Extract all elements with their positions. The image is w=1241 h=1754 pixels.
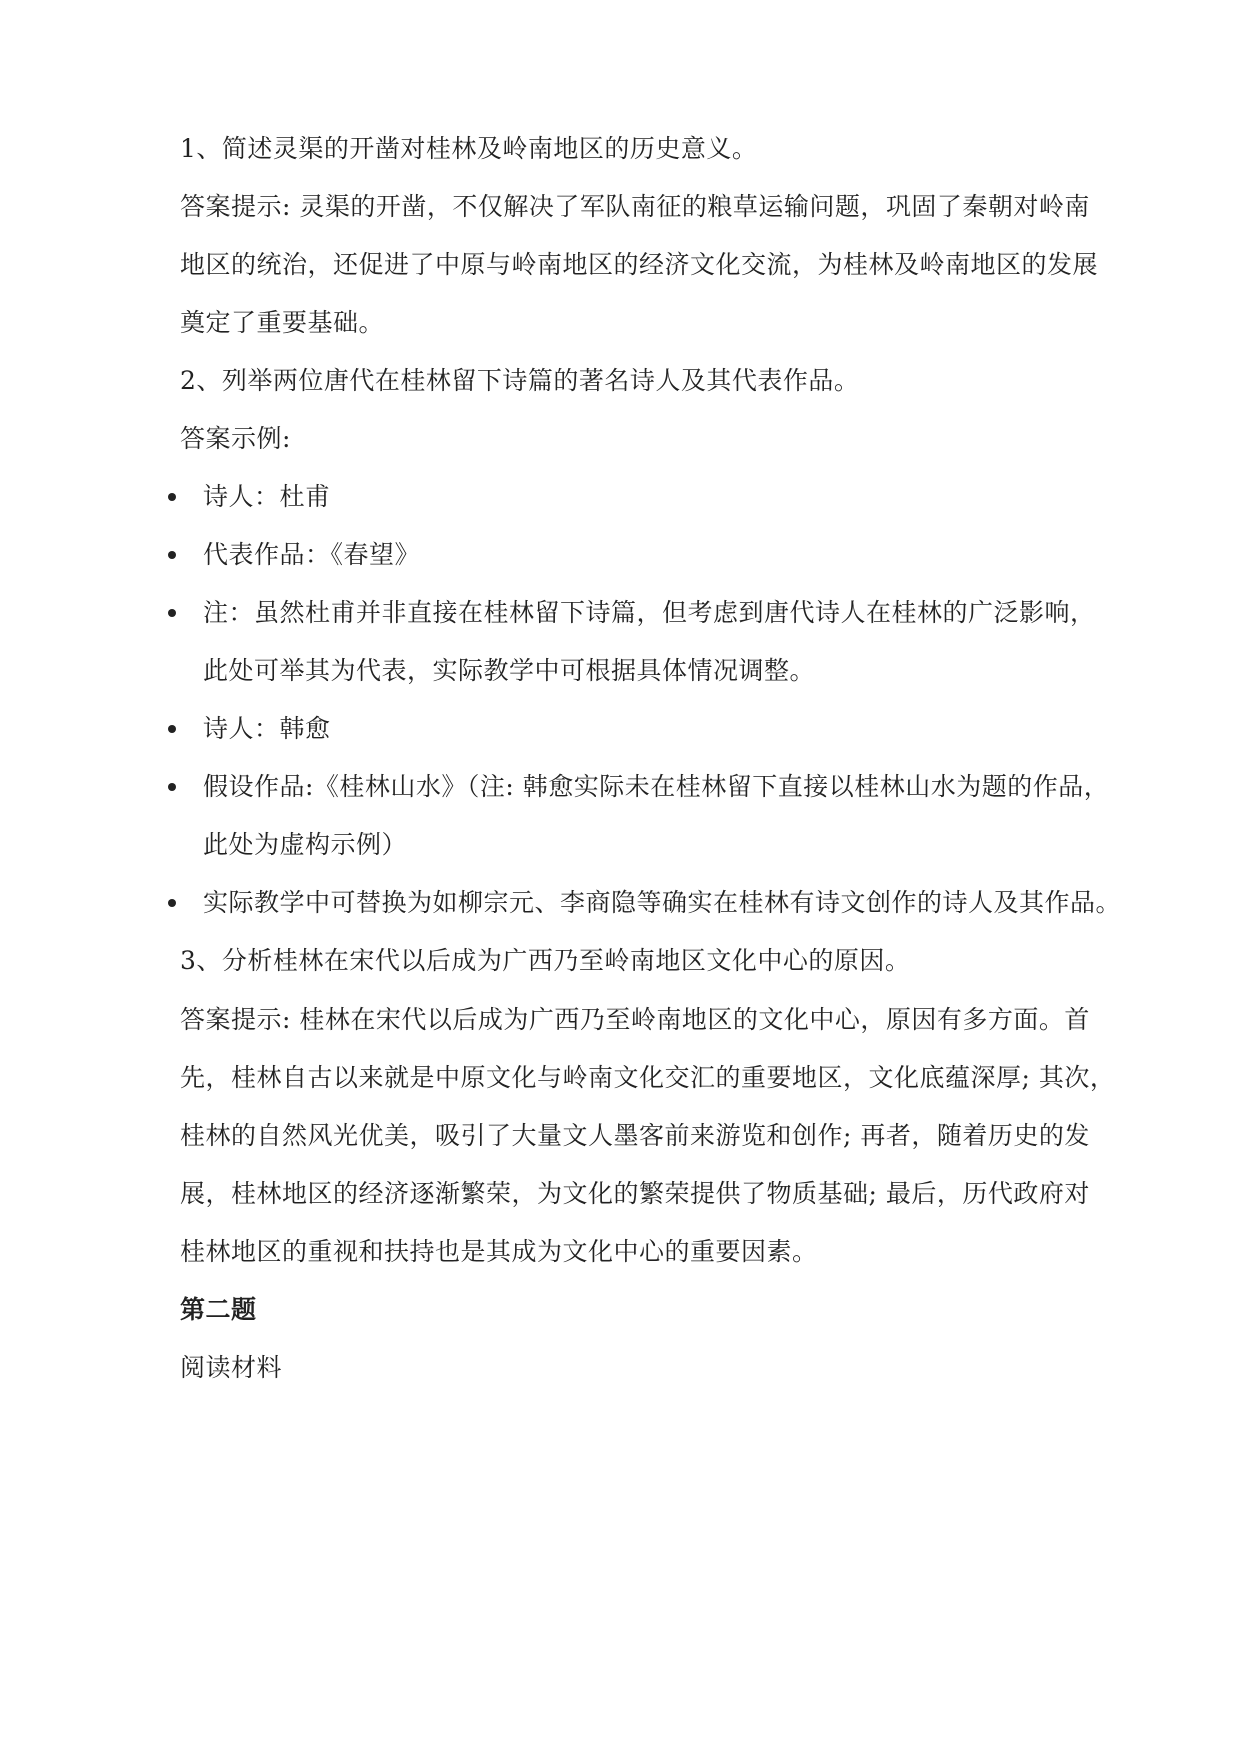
answer-3-line-2: 先，桂林自古以来就是中原文化与岭南文化交汇的重要地区，文化底蕴深厚; 其次， <box>180 1063 1116 1092</box>
bullet-dot <box>168 725 176 733</box>
bullet-item-note-2: 实际教学中可替换为如柳宗元、李商隐等确实在桂林有诗文创作的诗人及其作品。 <box>203 888 1122 917</box>
answer-3-line-1: 答案提示: 桂林在宋代以后成为广西乃至岭南地区的文化中心，原因有多方面。首 <box>180 1005 1090 1034</box>
question-2: 2、列举两位唐代在桂林留下诗篇的著名诗人及其代表作品。 <box>180 366 860 395</box>
answer-1-line-3: 奠定了重要基础。 <box>180 308 385 337</box>
bullet-item-work-2-line-2: 此处为虚构示例） <box>203 830 408 859</box>
answer-1-line-1: 答案提示: 灵渠的开凿，不仅解决了军队南征的粮草运输问题，巩固了秦朝对岭南 <box>180 192 1090 221</box>
bullet-dot <box>168 551 176 559</box>
bullet-item-work-1: 代表作品：《春望》 <box>203 540 421 569</box>
bullet-dot <box>168 783 176 791</box>
bullet-dot <box>168 899 176 907</box>
bullet-item-work-2-line-1: 假设作品:《桂林山水》（注: 韩愈实际未在桂林留下直接以桂林山水为题的作品， <box>203 772 1110 801</box>
answer-3-line-5: 桂林地区的重视和扶持也是其成为文化中心的重要因素。 <box>180 1237 818 1266</box>
bullet-item-note-1-line-1: 注：虽然杜甫并非直接在桂林留下诗篇，但考虑到唐代诗人在桂林的广泛影响， <box>203 598 1096 627</box>
answer-3-line-3: 桂林的自然风光优美，吸引了大量文人墨客前来游览和创作; 再者，随着历史的发 <box>180 1121 1090 1150</box>
section-heading: 第二题 <box>180 1295 257 1324</box>
bullet-item-poet-2: 诗人：韩愈 <box>203 714 331 743</box>
answer-2-label: 答案示例: <box>180 424 291 453</box>
answer-1-line-2: 地区的统治，还促进了中原与岭南地区的经济文化交流，为桂林及岭南地区的发展 <box>180 250 1099 279</box>
section-subheading: 阅读材料 <box>180 1353 283 1382</box>
answer-3-line-4: 展，桂林地区的经济逐渐繁荣，为文化的繁荣提供了物质基础; 最后，历代政府对 <box>180 1179 1090 1208</box>
bullet-item-poet-1: 诗人：杜甫 <box>203 482 331 511</box>
bullet-dot <box>168 493 176 501</box>
bullet-item-note-1-line-2: 此处可举其为代表，实际教学中可根据具体情况调整。 <box>203 656 816 685</box>
bullet-dot <box>168 609 176 617</box>
question-3: 3、分析桂林在宋代以后成为广西乃至岭南地区文化中心的原因。 <box>180 946 911 975</box>
question-1: 1、简述灵渠的开凿对桂林及岭南地区的历史意义。 <box>180 134 758 163</box>
